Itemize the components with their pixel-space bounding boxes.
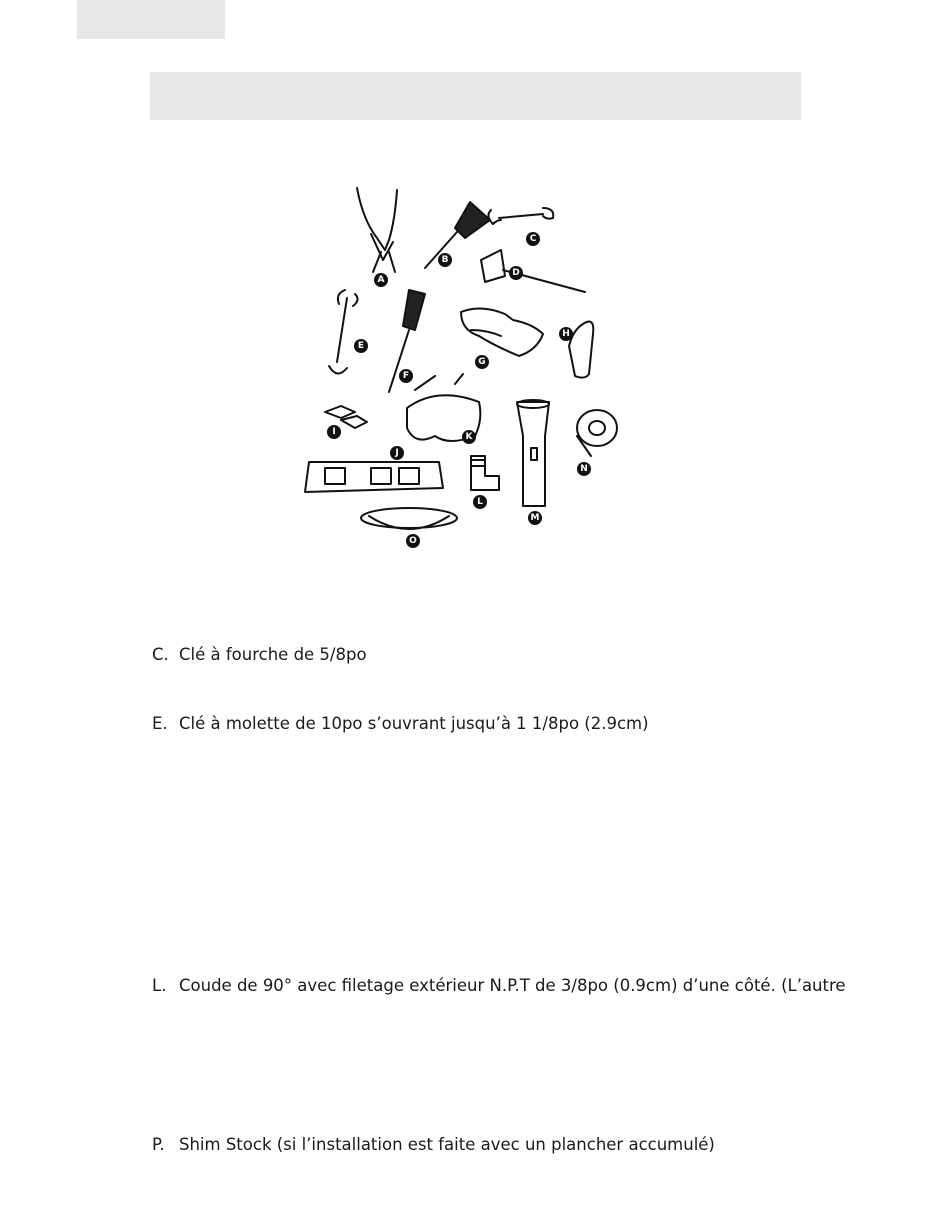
elbow-fitting-icon <box>471 456 499 490</box>
level-icon <box>305 462 443 492</box>
tool-item-letter: P. <box>152 1135 165 1154</box>
open-end-wrench-icon <box>488 208 553 224</box>
label-i: I <box>332 427 336 437</box>
tool-item-p <box>152 1134 715 1156</box>
tool-item-c <box>152 644 367 666</box>
label-l: L <box>477 497 483 507</box>
corner-tab <box>77 0 225 39</box>
wire-nut-icon <box>325 406 367 428</box>
tool-item-letter: C. <box>152 645 169 664</box>
scraper-icon <box>569 322 593 378</box>
tool-item-text: Clé à molette de 10po s’ouvrant jusqu’à 1 1/8po (2.9cm) <box>179 714 649 733</box>
tool-item-text: Shim Stock (si l’installation est faite avec un plancher accumulé) <box>179 1135 715 1154</box>
section-header-bar <box>150 72 801 120</box>
tool-item-text: Clé à fourche de 5/8po <box>179 645 367 664</box>
gloves-icon <box>461 308 543 356</box>
label-k: K <box>465 432 473 442</box>
label-d: D <box>512 268 520 278</box>
tape-roll-icon <box>577 410 617 456</box>
adjustable-wrench-icon <box>329 290 358 374</box>
label-o: O <box>409 536 417 546</box>
tool-item-l <box>152 975 846 997</box>
label-e: E <box>357 341 365 351</box>
label-h: H <box>562 329 570 339</box>
tool-item-letter: L. <box>152 976 167 995</box>
label-g: G <box>478 357 486 367</box>
label-c: C <box>529 234 537 244</box>
tools-illustration <box>285 180 633 552</box>
tool-item-text: Coude de 90° avec filetage extérieur N.P.T de 3/8po (0.9cm) d’une côté. (L’autre <box>179 976 846 995</box>
label-j: J <box>395 448 399 458</box>
label-n: N <box>580 464 588 474</box>
label-a: A <box>377 275 385 285</box>
label-m: M <box>530 513 540 523</box>
tool-item-letter: E. <box>152 714 168 733</box>
tool-item-e <box>152 713 649 735</box>
pliers-icon <box>357 188 397 272</box>
label-b: B <box>441 255 449 265</box>
flashlight-icon <box>517 400 549 506</box>
tape-measure-icon <box>481 250 585 292</box>
drain-pan-icon <box>361 508 457 529</box>
screwdriver-icon <box>425 202 490 268</box>
label-f: F <box>402 371 410 381</box>
